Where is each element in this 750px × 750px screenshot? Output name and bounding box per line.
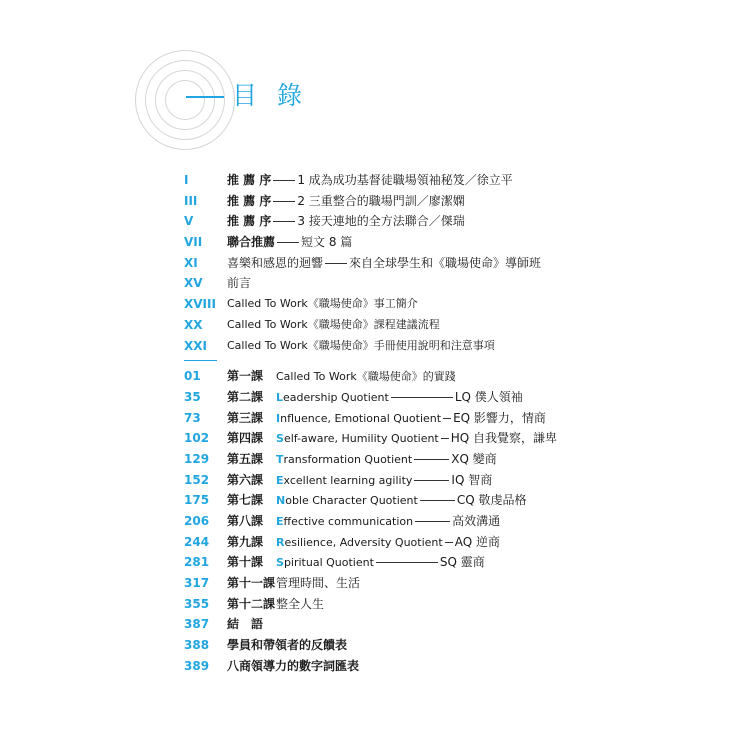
toc-lesson-entry[interactable] bbox=[184, 490, 584, 511]
page-number: XXI bbox=[184, 338, 207, 353]
toc-lesson-entry[interactable] bbox=[184, 594, 584, 615]
page-number: 281 bbox=[184, 555, 210, 570]
page-number: 244 bbox=[184, 534, 210, 549]
toc-entry[interactable] bbox=[184, 294, 584, 315]
entry-label: Called To Work《職場使命》課程建議流程 bbox=[227, 317, 440, 331]
toc-lesson-entry[interactable] bbox=[184, 532, 584, 553]
lesson-label: 第一課 bbox=[227, 369, 264, 384]
lesson-label: 第七課 bbox=[227, 493, 264, 508]
dash bbox=[420, 500, 455, 501]
page-number: 317 bbox=[184, 576, 210, 591]
toc-lesson-entry[interactable] bbox=[184, 573, 584, 594]
page-number: I bbox=[184, 173, 189, 187]
toc-lesson-entry[interactable] bbox=[184, 552, 584, 573]
lesson-tail: IQ 智商 bbox=[451, 472, 493, 487]
toc-entry[interactable] bbox=[184, 635, 584, 656]
page-number: 73 bbox=[184, 410, 201, 425]
page-number: 388 bbox=[184, 638, 210, 653]
entry-label: 推 薦 序 bbox=[227, 193, 272, 208]
lesson-initial: R bbox=[276, 535, 285, 549]
dash bbox=[277, 242, 299, 243]
toc-lesson-entry[interactable] bbox=[184, 366, 584, 387]
lesson-initial: S bbox=[276, 556, 284, 570]
lesson-title: Called To Work《職場使命》的實踐 bbox=[276, 370, 456, 384]
toc-entry[interactable] bbox=[184, 656, 584, 677]
lesson-title: ffective communication bbox=[283, 515, 414, 528]
toc-entry[interactable] bbox=[184, 253, 584, 274]
toc-entry[interactable] bbox=[184, 614, 584, 635]
dash bbox=[273, 221, 295, 222]
lesson-label: 第八課 bbox=[227, 514, 264, 528]
dash bbox=[273, 180, 295, 181]
entry-label: 聯合推薦 bbox=[227, 235, 276, 250]
lesson-title: oble Character Quotient bbox=[285, 494, 418, 508]
page-number: 387 bbox=[184, 617, 210, 632]
title-accent-line bbox=[186, 96, 224, 98]
lesson-tail: XQ 變商 bbox=[451, 451, 497, 466]
lesson-initial: T bbox=[276, 452, 284, 466]
page-number: V bbox=[184, 214, 194, 229]
lesson-label: 第三課 bbox=[227, 410, 264, 425]
toc-entry[interactable] bbox=[184, 170, 584, 191]
dash bbox=[441, 438, 449, 439]
lesson-tail: CQ 敬虔品格 bbox=[456, 493, 527, 508]
dash bbox=[376, 562, 438, 563]
lesson-tail: SQ 靈商 bbox=[439, 555, 485, 570]
lesson-tail: 高效溝通 bbox=[452, 514, 501, 528]
toc-lesson-entry[interactable] bbox=[184, 428, 584, 449]
entry-text: 1 成為成功基督徒職場領袖秘笈／徐立平 bbox=[297, 173, 513, 187]
dash bbox=[325, 263, 347, 264]
lesson-tail: EQ 影響力，情商 bbox=[453, 410, 546, 425]
page-number: XI bbox=[184, 255, 198, 270]
lesson-label: 第六課 bbox=[227, 472, 264, 487]
entry-label: 八商領導力的數字詞匯表 bbox=[227, 658, 360, 673]
page-number: 01 bbox=[184, 369, 201, 384]
page-number: XV bbox=[184, 276, 203, 291]
lesson-title: eadership Quotient bbox=[283, 390, 389, 404]
lesson-initial: L bbox=[276, 390, 284, 404]
toc-entry[interactable] bbox=[184, 191, 584, 212]
toc-lesson-entry[interactable] bbox=[184, 408, 584, 429]
lesson-label: 第十一課 bbox=[227, 576, 276, 591]
lesson-title: 管理時間、生活 bbox=[276, 576, 361, 591]
toc-entry[interactable] bbox=[184, 273, 584, 294]
page-number: VII bbox=[184, 235, 203, 250]
entry-label: Called To Work《職場使命》手冊使用說明和注意事項 bbox=[227, 338, 495, 352]
entry-text: 3 接天連地的全方法聯合／傑瑞 bbox=[297, 214, 465, 229]
page-number: XVIII bbox=[184, 297, 216, 312]
toc-entry[interactable] bbox=[184, 315, 584, 336]
toc-entry[interactable] bbox=[184, 336, 584, 357]
entry-label: 推 薦 序 bbox=[227, 214, 272, 229]
entry-label: 喜樂和感恩的迴響 bbox=[227, 255, 324, 270]
lesson-title: nfluence, Emotional Quotient bbox=[280, 411, 442, 425]
lesson-label: 第十課 bbox=[227, 555, 264, 570]
entry-label: 結 語 bbox=[227, 617, 264, 632]
lesson-title: esilience, Adversity Quotient bbox=[284, 535, 443, 549]
page-number: 175 bbox=[184, 493, 210, 508]
lesson-label: 第九課 bbox=[227, 534, 264, 549]
entry-label: Called To Work《職場使命》事工簡介 bbox=[227, 297, 418, 311]
lesson-label: 第二課 bbox=[227, 389, 264, 404]
lesson-initial: S bbox=[276, 432, 284, 446]
section-divider bbox=[184, 360, 217, 361]
toc-lesson-entry[interactable] bbox=[184, 470, 584, 491]
lesson-title: elf-aware, Humility Quotient bbox=[283, 432, 439, 446]
lesson-label: 第十二課 bbox=[227, 596, 276, 611]
concentric-circles-decoration bbox=[135, 50, 235, 150]
lesson-initial: E bbox=[276, 473, 284, 487]
lesson-initial: E bbox=[276, 515, 284, 528]
dash bbox=[414, 459, 449, 460]
lesson-initial: N bbox=[276, 494, 286, 508]
entry-label: 前言 bbox=[227, 276, 252, 291]
lesson-tail: HQ 自我覺察，謙卑 bbox=[450, 431, 558, 446]
dash bbox=[391, 397, 453, 398]
lesson-label: 第四課 bbox=[227, 431, 264, 446]
dash bbox=[445, 542, 453, 543]
lesson-title: ransformation Quotient bbox=[283, 452, 413, 466]
toc-lesson-entry[interactable] bbox=[184, 511, 584, 532]
lesson-tail: LQ 僕人領袖 bbox=[454, 389, 523, 404]
toc-lesson-entry[interactable] bbox=[184, 387, 584, 408]
page-number: 206 bbox=[184, 514, 210, 528]
table-of-contents bbox=[184, 170, 584, 677]
dash bbox=[443, 418, 451, 419]
entry-label: 學員和帶領者的反饋表 bbox=[227, 638, 348, 653]
lesson-label: 第五課 bbox=[227, 451, 264, 466]
page-number: 389 bbox=[184, 658, 210, 673]
lesson-tail: AQ 逆商 bbox=[454, 534, 500, 549]
entry-label: 推 薦 序 bbox=[227, 173, 272, 187]
entry-text: 來自全球學生和《職場使命》導師班 bbox=[349, 255, 542, 270]
page-number: III bbox=[184, 193, 198, 208]
page-number: XX bbox=[184, 317, 203, 332]
page-number: 35 bbox=[184, 389, 201, 404]
lesson-title: piritual Quotient bbox=[283, 556, 374, 570]
toc-lesson-entry[interactable] bbox=[184, 449, 584, 470]
entry-text: 2 三重整合的職場門訓／廖潔嫻 bbox=[297, 193, 465, 208]
page-number: 152 bbox=[184, 472, 210, 487]
dash bbox=[415, 521, 450, 522]
page-number: 102 bbox=[184, 431, 210, 446]
page-number: 355 bbox=[184, 596, 210, 611]
dash bbox=[414, 480, 449, 481]
page-number: 129 bbox=[184, 451, 210, 466]
toc-entry[interactable] bbox=[184, 211, 584, 232]
lesson-title: xcellent learning agility bbox=[283, 473, 413, 487]
entry-text: 短文 8 篇 bbox=[301, 235, 353, 250]
lesson-title: 整全人生 bbox=[276, 596, 325, 611]
lesson-initial: I bbox=[276, 411, 281, 425]
page-title: 目 錄 bbox=[232, 81, 308, 110]
toc-entry[interactable] bbox=[184, 232, 584, 253]
dash bbox=[273, 201, 295, 202]
